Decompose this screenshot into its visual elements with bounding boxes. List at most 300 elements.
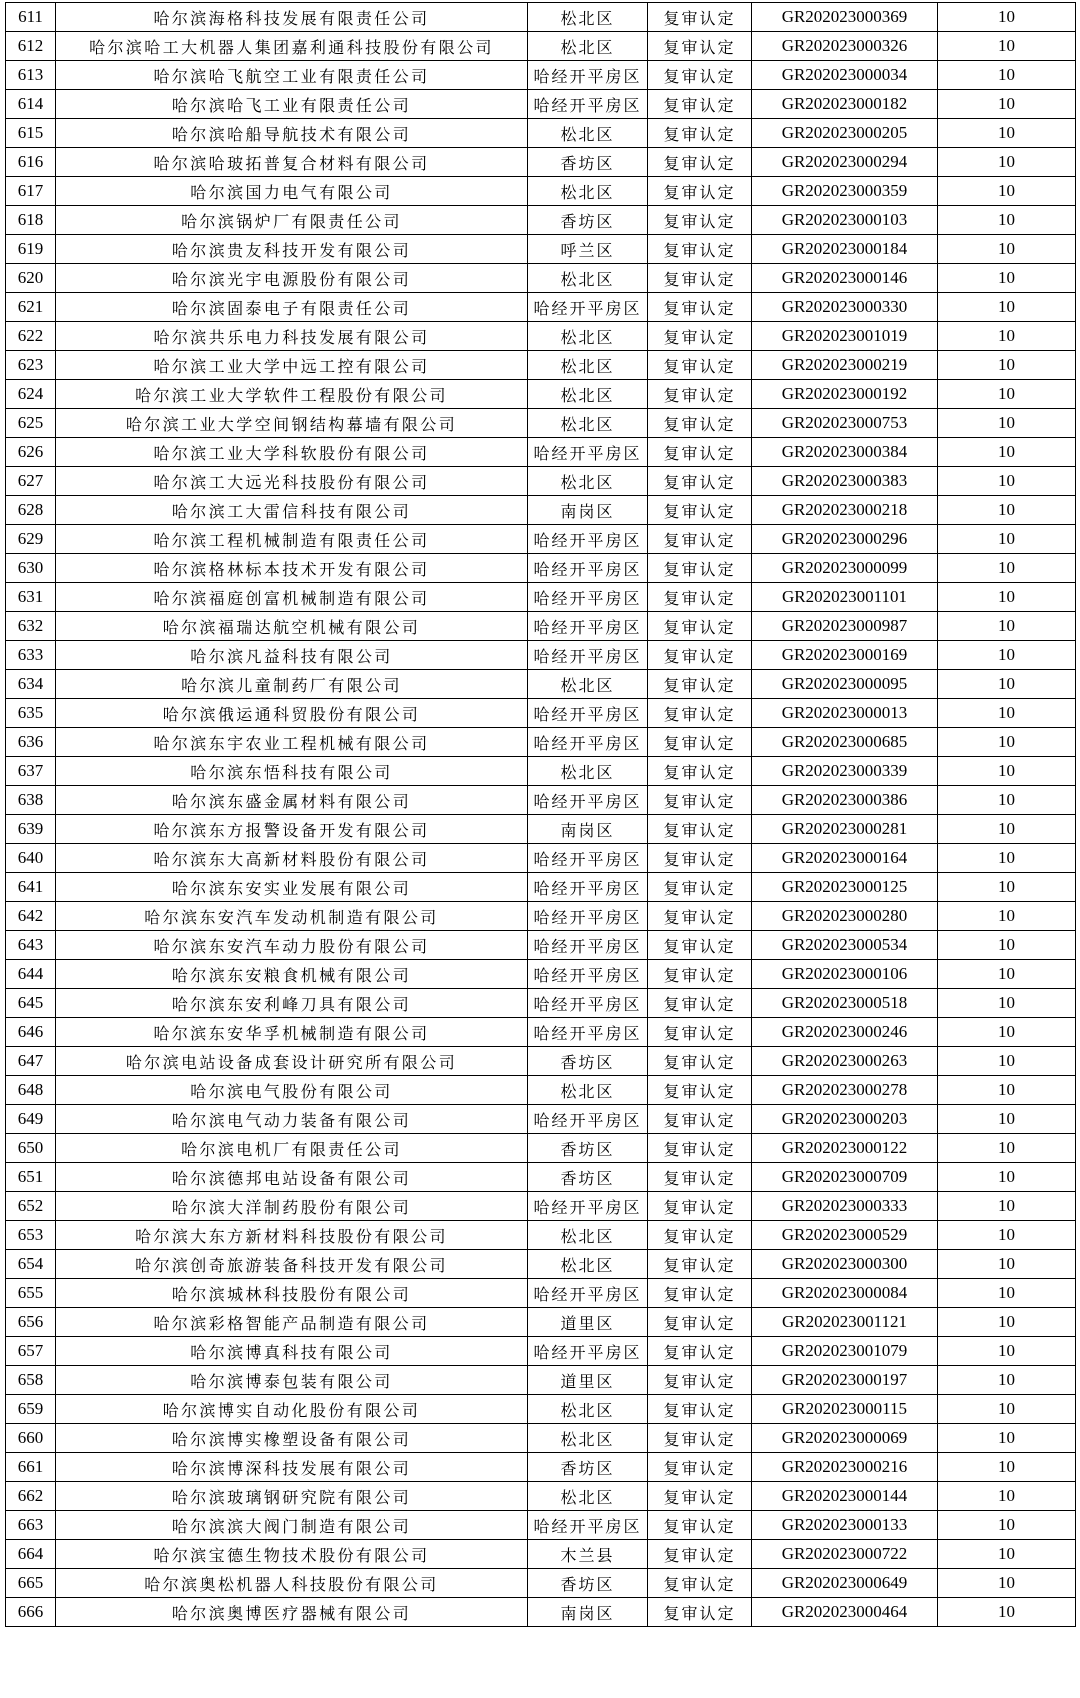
table-row bbox=[6, 815, 1076, 844]
row-number-cell: 637 bbox=[6, 757, 56, 786]
certificate-code-cell: GR202023000115 bbox=[752, 1395, 938, 1424]
company-name-cell: 哈尔滨东安汽车动力股份有限公司 bbox=[56, 931, 528, 960]
certificate-code-cell: GR202023000146 bbox=[752, 264, 938, 293]
score-cell: 10 bbox=[938, 525, 1076, 554]
row-number-cell: 664 bbox=[6, 1540, 56, 1569]
row-number-cell: 615 bbox=[6, 119, 56, 148]
certification-type-cell: 复审认定 bbox=[648, 844, 752, 873]
district-cell: 松北区 bbox=[528, 1221, 648, 1250]
company-name-cell: 哈尔滨博泰包装有限公司 bbox=[56, 1366, 528, 1395]
certificate-code-cell: GR202023000164 bbox=[752, 844, 938, 873]
row-number-cell: 665 bbox=[6, 1569, 56, 1598]
certificate-code-cell: GR202023000106 bbox=[752, 960, 938, 989]
table-row bbox=[6, 119, 1076, 148]
company-name-cell: 哈尔滨工业大学软件工程股份有限公司 bbox=[56, 380, 528, 409]
certificate-code-cell: GR202023000069 bbox=[752, 1424, 938, 1453]
certification-type-cell: 复审认定 bbox=[648, 1018, 752, 1047]
row-number-cell: 641 bbox=[6, 873, 56, 902]
company-name-cell: 哈尔滨彩格智能产品制造有限公司 bbox=[56, 1308, 528, 1337]
district-cell: 哈经开平房区 bbox=[528, 1018, 648, 1047]
table-row bbox=[6, 902, 1076, 931]
certificate-code-cell: GR202023000184 bbox=[752, 235, 938, 264]
company-name-cell: 哈尔滨东安华孚机械制造有限公司 bbox=[56, 1018, 528, 1047]
table-row bbox=[6, 960, 1076, 989]
score-cell: 10 bbox=[938, 1453, 1076, 1482]
company-name-cell: 哈尔滨固泰电子有限责任公司 bbox=[56, 293, 528, 322]
table-row bbox=[6, 1424, 1076, 1453]
district-cell: 哈经开平房区 bbox=[528, 641, 648, 670]
certification-type-cell: 复审认定 bbox=[648, 554, 752, 583]
company-name-cell: 哈尔滨哈玻拓普复合材料有限公司 bbox=[56, 148, 528, 177]
score-cell: 10 bbox=[938, 583, 1076, 612]
certificate-code-cell: GR202023000987 bbox=[752, 612, 938, 641]
score-cell: 10 bbox=[938, 757, 1076, 786]
certificate-code-cell: GR202023000709 bbox=[752, 1163, 938, 1192]
company-name-cell: 哈尔滨奥松机器人科技股份有限公司 bbox=[56, 1569, 528, 1598]
certificate-code-cell: GR202023000099 bbox=[752, 554, 938, 583]
score-cell: 10 bbox=[938, 1366, 1076, 1395]
certification-type-cell: 复审认定 bbox=[648, 3, 752, 32]
row-number-cell: 620 bbox=[6, 264, 56, 293]
certificate-code-cell: GR202023000359 bbox=[752, 177, 938, 206]
score-cell: 10 bbox=[938, 989, 1076, 1018]
company-name-cell: 哈尔滨贵友科技开发有限公司 bbox=[56, 235, 528, 264]
company-name-cell: 哈尔滨东悟科技有限公司 bbox=[56, 757, 528, 786]
district-cell: 松北区 bbox=[528, 670, 648, 699]
row-number-cell: 657 bbox=[6, 1337, 56, 1366]
company-name-cell: 哈尔滨儿童制药厂有限公司 bbox=[56, 670, 528, 699]
table-row bbox=[6, 32, 1076, 61]
company-name-cell: 哈尔滨哈飞工业有限责任公司 bbox=[56, 90, 528, 119]
certification-type-cell: 复审认定 bbox=[648, 1511, 752, 1540]
certification-type-cell: 复审认定 bbox=[648, 409, 752, 438]
district-cell: 松北区 bbox=[528, 322, 648, 351]
certification-type-cell: 复审认定 bbox=[648, 438, 752, 467]
district-cell: 松北区 bbox=[528, 3, 648, 32]
score-cell: 10 bbox=[938, 293, 1076, 322]
table-row bbox=[6, 1221, 1076, 1250]
score-cell: 10 bbox=[938, 1482, 1076, 1511]
row-number-cell: 659 bbox=[6, 1395, 56, 1424]
district-cell: 松北区 bbox=[528, 264, 648, 293]
score-cell: 10 bbox=[938, 641, 1076, 670]
certification-type-cell: 复审认定 bbox=[648, 496, 752, 525]
certificate-code-cell: GR202023000197 bbox=[752, 1366, 938, 1395]
certification-type-cell: 复审认定 bbox=[648, 322, 752, 351]
district-cell: 香坊区 bbox=[528, 1163, 648, 1192]
company-name-cell: 哈尔滨博实自动化股份有限公司 bbox=[56, 1395, 528, 1424]
table-row bbox=[6, 148, 1076, 177]
company-name-cell: 哈尔滨奥博医疗器械有限公司 bbox=[56, 1598, 528, 1627]
certification-type-cell: 复审认定 bbox=[648, 670, 752, 699]
score-cell: 10 bbox=[938, 902, 1076, 931]
certificate-code-cell: GR202023000296 bbox=[752, 525, 938, 554]
company-name-cell: 哈尔滨工大雷信科技有限公司 bbox=[56, 496, 528, 525]
certificate-code-cell: GR202023001101 bbox=[752, 583, 938, 612]
district-cell: 松北区 bbox=[528, 1482, 648, 1511]
score-cell: 10 bbox=[938, 786, 1076, 815]
certification-type-cell: 复审认定 bbox=[648, 786, 752, 815]
certification-type-cell: 复审认定 bbox=[648, 960, 752, 989]
company-name-cell: 哈尔滨大洋制药股份有限公司 bbox=[56, 1192, 528, 1221]
certificate-code-cell: GR202023000125 bbox=[752, 873, 938, 902]
certificate-code-cell: GR202023000263 bbox=[752, 1047, 938, 1076]
district-cell: 哈经开平房区 bbox=[528, 1192, 648, 1221]
district-cell: 香坊区 bbox=[528, 1453, 648, 1482]
company-name-cell: 哈尔滨东安粮食机械有限公司 bbox=[56, 960, 528, 989]
certificate-code-cell: GR202023000203 bbox=[752, 1105, 938, 1134]
score-cell: 10 bbox=[938, 873, 1076, 902]
table-row bbox=[6, 1540, 1076, 1569]
score-cell: 10 bbox=[938, 1134, 1076, 1163]
table-row bbox=[6, 467, 1076, 496]
district-cell: 香坊区 bbox=[528, 1047, 648, 1076]
table-row bbox=[6, 786, 1076, 815]
certification-type-cell: 复审认定 bbox=[648, 728, 752, 757]
certification-type-cell: 复审认定 bbox=[648, 1482, 752, 1511]
row-number-cell: 621 bbox=[6, 293, 56, 322]
certificate-code-cell: GR202023000281 bbox=[752, 815, 938, 844]
company-name-cell: 哈尔滨福瑞达航空机械有限公司 bbox=[56, 612, 528, 641]
company-name-cell: 哈尔滨博深科技发展有限公司 bbox=[56, 1453, 528, 1482]
row-number-cell: 628 bbox=[6, 496, 56, 525]
row-number-cell: 639 bbox=[6, 815, 56, 844]
row-number-cell: 666 bbox=[6, 1598, 56, 1627]
row-number-cell: 643 bbox=[6, 931, 56, 960]
certificate-code-cell: GR202023000103 bbox=[752, 206, 938, 235]
score-cell: 10 bbox=[938, 1308, 1076, 1337]
district-cell: 香坊区 bbox=[528, 206, 648, 235]
table-row bbox=[6, 90, 1076, 119]
district-cell: 松北区 bbox=[528, 467, 648, 496]
row-number-cell: 629 bbox=[6, 525, 56, 554]
certificate-code-cell: GR202023000339 bbox=[752, 757, 938, 786]
certificate-code-cell: GR202023000326 bbox=[752, 32, 938, 61]
certification-type-cell: 复审认定 bbox=[648, 757, 752, 786]
company-name-cell: 哈尔滨工业大学科软股份有限公司 bbox=[56, 438, 528, 467]
score-cell: 10 bbox=[938, 1337, 1076, 1366]
row-number-cell: 654 bbox=[6, 1250, 56, 1279]
certification-type-cell: 复审认定 bbox=[648, 815, 752, 844]
row-number-cell: 613 bbox=[6, 61, 56, 90]
district-cell: 哈经开平房区 bbox=[528, 873, 648, 902]
certification-type-cell: 复审认定 bbox=[648, 1163, 752, 1192]
certificate-code-cell: GR202023001079 bbox=[752, 1337, 938, 1366]
score-cell: 10 bbox=[938, 1221, 1076, 1250]
district-cell: 哈经开平房区 bbox=[528, 293, 648, 322]
certificate-code-cell: GR202023000133 bbox=[752, 1511, 938, 1540]
table-row bbox=[6, 3, 1076, 32]
district-cell: 哈经开平房区 bbox=[528, 1337, 648, 1366]
company-name-cell: 哈尔滨东盛金属材料有限公司 bbox=[56, 786, 528, 815]
score-cell: 10 bbox=[938, 699, 1076, 728]
table-row bbox=[6, 728, 1076, 757]
row-number-cell: 634 bbox=[6, 670, 56, 699]
company-name-cell: 哈尔滨哈飞航空工业有限责任公司 bbox=[56, 61, 528, 90]
table-row bbox=[6, 1163, 1076, 1192]
score-cell: 10 bbox=[938, 1540, 1076, 1569]
company-name-cell: 哈尔滨大东方新材料科技股份有限公司 bbox=[56, 1221, 528, 1250]
certificate-code-cell: GR202023000383 bbox=[752, 467, 938, 496]
company-name-cell: 哈尔滨共乐电力科技发展有限公司 bbox=[56, 322, 528, 351]
certification-type-cell: 复审认定 bbox=[648, 1540, 752, 1569]
company-name-cell: 哈尔滨东大高新材料股份有限公司 bbox=[56, 844, 528, 873]
row-number-cell: 663 bbox=[6, 1511, 56, 1540]
row-number-cell: 648 bbox=[6, 1076, 56, 1105]
score-cell: 10 bbox=[938, 322, 1076, 351]
score-cell: 10 bbox=[938, 670, 1076, 699]
certification-type-cell: 复审认定 bbox=[648, 206, 752, 235]
certification-type-cell: 复审认定 bbox=[648, 699, 752, 728]
district-cell: 松北区 bbox=[528, 1250, 648, 1279]
company-name-cell: 哈尔滨东宇农业工程机械有限公司 bbox=[56, 728, 528, 757]
table-row bbox=[6, 989, 1076, 1018]
certification-type-cell: 复审认定 bbox=[648, 264, 752, 293]
score-cell: 10 bbox=[938, 1395, 1076, 1424]
district-cell: 松北区 bbox=[528, 757, 648, 786]
table-row bbox=[6, 351, 1076, 380]
row-number-cell: 625 bbox=[6, 409, 56, 438]
score-cell: 10 bbox=[938, 960, 1076, 989]
table-body bbox=[6, 3, 1076, 1627]
table-row bbox=[6, 293, 1076, 322]
table-row bbox=[6, 1018, 1076, 1047]
certificate-code-cell: GR202023000122 bbox=[752, 1134, 938, 1163]
row-number-cell: 624 bbox=[6, 380, 56, 409]
certification-type-cell: 复审认定 bbox=[648, 1424, 752, 1453]
table-row bbox=[6, 264, 1076, 293]
score-cell: 10 bbox=[938, 409, 1076, 438]
table-row bbox=[6, 322, 1076, 351]
score-cell: 10 bbox=[938, 1105, 1076, 1134]
table-row bbox=[6, 757, 1076, 786]
score-cell: 10 bbox=[938, 235, 1076, 264]
certificate-code-cell: GR202023000280 bbox=[752, 902, 938, 931]
score-cell: 10 bbox=[938, 1047, 1076, 1076]
certificate-code-cell: GR202023000753 bbox=[752, 409, 938, 438]
row-number-cell: 636 bbox=[6, 728, 56, 757]
table-row bbox=[6, 1105, 1076, 1134]
score-cell: 10 bbox=[938, 264, 1076, 293]
score-cell: 10 bbox=[938, 728, 1076, 757]
district-cell: 松北区 bbox=[528, 1424, 648, 1453]
certification-type-cell: 复审认定 bbox=[648, 1192, 752, 1221]
certificate-code-cell: GR202023001019 bbox=[752, 322, 938, 351]
district-cell: 哈经开平房区 bbox=[528, 90, 648, 119]
score-cell: 10 bbox=[938, 1163, 1076, 1192]
certificate-code-cell: GR202023000084 bbox=[752, 1279, 938, 1308]
certification-type-cell: 复审认定 bbox=[648, 1250, 752, 1279]
certificate-code-cell: GR202023000182 bbox=[752, 90, 938, 119]
certification-type-cell: 复审认定 bbox=[648, 235, 752, 264]
certification-type-cell: 复审认定 bbox=[648, 1105, 752, 1134]
certification-type-cell: 复审认定 bbox=[648, 380, 752, 409]
row-number-cell: 655 bbox=[6, 1279, 56, 1308]
district-cell: 哈经开平房区 bbox=[528, 989, 648, 1018]
district-cell: 松北区 bbox=[528, 351, 648, 380]
table-row bbox=[6, 1076, 1076, 1105]
score-cell: 10 bbox=[938, 612, 1076, 641]
district-cell: 松北区 bbox=[528, 1076, 648, 1105]
certificate-code-cell: GR202023000278 bbox=[752, 1076, 938, 1105]
company-name-cell: 哈尔滨工程机械制造有限责任公司 bbox=[56, 525, 528, 554]
score-cell: 10 bbox=[938, 1424, 1076, 1453]
district-cell: 香坊区 bbox=[528, 148, 648, 177]
district-cell: 哈经开平房区 bbox=[528, 699, 648, 728]
district-cell: 哈经开平房区 bbox=[528, 902, 648, 931]
certificate-code-cell: GR202023000144 bbox=[752, 1482, 938, 1511]
certificate-code-cell: GR202023000205 bbox=[752, 119, 938, 148]
company-name-cell: 哈尔滨工大远光科技股份有限公司 bbox=[56, 467, 528, 496]
district-cell: 香坊区 bbox=[528, 1569, 648, 1598]
table-row bbox=[6, 1047, 1076, 1076]
certification-type-cell: 复审认定 bbox=[648, 931, 752, 960]
row-number-cell: 612 bbox=[6, 32, 56, 61]
table-row bbox=[6, 525, 1076, 554]
district-cell: 松北区 bbox=[528, 177, 648, 206]
company-name-cell: 哈尔滨锅炉厂有限责任公司 bbox=[56, 206, 528, 235]
table-row bbox=[6, 554, 1076, 583]
row-number-cell: 645 bbox=[6, 989, 56, 1018]
table-row bbox=[6, 1453, 1076, 1482]
row-number-cell: 644 bbox=[6, 960, 56, 989]
score-cell: 10 bbox=[938, 3, 1076, 32]
table-row bbox=[6, 1395, 1076, 1424]
company-name-cell: 哈尔滨城林科技股份有限公司 bbox=[56, 1279, 528, 1308]
row-number-cell: 622 bbox=[6, 322, 56, 351]
district-cell: 哈经开平房区 bbox=[528, 728, 648, 757]
table-row bbox=[6, 438, 1076, 467]
certification-type-cell: 复审认定 bbox=[648, 1134, 752, 1163]
certification-type-cell: 复审认定 bbox=[648, 612, 752, 641]
district-cell: 哈经开平房区 bbox=[528, 1511, 648, 1540]
district-cell: 道里区 bbox=[528, 1366, 648, 1395]
table-row bbox=[6, 641, 1076, 670]
row-number-cell: 640 bbox=[6, 844, 56, 873]
certificate-code-cell: GR202023000219 bbox=[752, 351, 938, 380]
district-cell: 哈经开平房区 bbox=[528, 438, 648, 467]
row-number-cell: 635 bbox=[6, 699, 56, 728]
table-row bbox=[6, 1511, 1076, 1540]
score-cell: 10 bbox=[938, 206, 1076, 235]
score-cell: 10 bbox=[938, 1018, 1076, 1047]
certification-type-cell: 复审认定 bbox=[648, 525, 752, 554]
district-cell: 哈经开平房区 bbox=[528, 525, 648, 554]
table-row bbox=[6, 1279, 1076, 1308]
certificate-code-cell: GR202023000013 bbox=[752, 699, 938, 728]
table-row bbox=[6, 670, 1076, 699]
district-cell: 松北区 bbox=[528, 409, 648, 438]
score-cell: 10 bbox=[938, 1250, 1076, 1279]
district-cell: 哈经开平房区 bbox=[528, 844, 648, 873]
score-cell: 10 bbox=[938, 844, 1076, 873]
table-row bbox=[6, 496, 1076, 525]
table-row bbox=[6, 1569, 1076, 1598]
row-number-cell: 630 bbox=[6, 554, 56, 583]
score-cell: 10 bbox=[938, 467, 1076, 496]
table-row bbox=[6, 235, 1076, 264]
table-row bbox=[6, 1192, 1076, 1221]
certificate-code-cell: GR202023000246 bbox=[752, 1018, 938, 1047]
table-row bbox=[6, 931, 1076, 960]
table-row bbox=[6, 1308, 1076, 1337]
certification-type-cell: 复审认定 bbox=[648, 989, 752, 1018]
company-name-cell: 哈尔滨光宇电源股份有限公司 bbox=[56, 264, 528, 293]
table-row bbox=[6, 1598, 1076, 1627]
row-number-cell: 623 bbox=[6, 351, 56, 380]
certification-type-cell: 复审认定 bbox=[648, 148, 752, 177]
company-name-cell: 哈尔滨宝德生物技术股份有限公司 bbox=[56, 1540, 528, 1569]
row-number-cell: 656 bbox=[6, 1308, 56, 1337]
certification-type-cell: 复审认定 bbox=[648, 61, 752, 90]
district-cell: 哈经开平房区 bbox=[528, 960, 648, 989]
row-number-cell: 617 bbox=[6, 177, 56, 206]
certificate-code-cell: GR202023000095 bbox=[752, 670, 938, 699]
row-number-cell: 646 bbox=[6, 1018, 56, 1047]
row-number-cell: 653 bbox=[6, 1221, 56, 1250]
company-name-cell: 哈尔滨海格科技发展有限责任公司 bbox=[56, 3, 528, 32]
certificate-code-cell: GR202023000218 bbox=[752, 496, 938, 525]
district-cell: 南岗区 bbox=[528, 815, 648, 844]
company-name-cell: 哈尔滨东安实业发展有限公司 bbox=[56, 873, 528, 902]
certificate-code-cell: GR202023000464 bbox=[752, 1598, 938, 1627]
score-cell: 10 bbox=[938, 177, 1076, 206]
score-cell: 10 bbox=[938, 1279, 1076, 1308]
company-name-cell: 哈尔滨电气股份有限公司 bbox=[56, 1076, 528, 1105]
score-cell: 10 bbox=[938, 1511, 1076, 1540]
district-cell: 哈经开平房区 bbox=[528, 1279, 648, 1308]
certificate-code-cell: GR202023000169 bbox=[752, 641, 938, 670]
district-cell: 木兰县 bbox=[528, 1540, 648, 1569]
certificate-code-cell: GR202023000534 bbox=[752, 931, 938, 960]
table-row bbox=[6, 206, 1076, 235]
company-name-cell: 哈尔滨博真科技有限公司 bbox=[56, 1337, 528, 1366]
certificate-code-cell: GR202023000192 bbox=[752, 380, 938, 409]
certification-type-cell: 复审认定 bbox=[648, 1076, 752, 1105]
company-name-cell: 哈尔滨德邦电站设备有限公司 bbox=[56, 1163, 528, 1192]
row-number-cell: 619 bbox=[6, 235, 56, 264]
score-cell: 10 bbox=[938, 1076, 1076, 1105]
table-row bbox=[6, 612, 1076, 641]
company-name-cell: 哈尔滨滨大阀门制造有限公司 bbox=[56, 1511, 528, 1540]
company-name-cell: 哈尔滨电机厂有限责任公司 bbox=[56, 1134, 528, 1163]
certificate-code-cell: GR202023000300 bbox=[752, 1250, 938, 1279]
company-name-cell: 哈尔滨电站设备成套设计研究所有限公司 bbox=[56, 1047, 528, 1076]
company-name-cell: 哈尔滨创奇旅游装备科技开发有限公司 bbox=[56, 1250, 528, 1279]
row-number-cell: 627 bbox=[6, 467, 56, 496]
certificate-code-cell: GR202023001121 bbox=[752, 1308, 938, 1337]
certification-type-cell: 复审认定 bbox=[648, 1569, 752, 1598]
table-row bbox=[6, 409, 1076, 438]
district-cell: 哈经开平房区 bbox=[528, 612, 648, 641]
score-cell: 10 bbox=[938, 119, 1076, 148]
district-cell: 哈经开平房区 bbox=[528, 554, 648, 583]
certification-type-cell: 复审认定 bbox=[648, 351, 752, 380]
score-cell: 10 bbox=[938, 815, 1076, 844]
company-name-cell: 哈尔滨东安汽车发动机制造有限公司 bbox=[56, 902, 528, 931]
row-number-cell: 651 bbox=[6, 1163, 56, 1192]
company-name-cell: 哈尔滨国力电气有限公司 bbox=[56, 177, 528, 206]
table-row bbox=[6, 1366, 1076, 1395]
certificate-code-cell: GR202023000685 bbox=[752, 728, 938, 757]
score-cell: 10 bbox=[938, 351, 1076, 380]
row-number-cell: 611 bbox=[6, 3, 56, 32]
table-row bbox=[6, 1134, 1076, 1163]
certification-type-cell: 复审认定 bbox=[648, 32, 752, 61]
company-name-cell: 哈尔滨俄运通科贸股份有限公司 bbox=[56, 699, 528, 728]
row-number-cell: 652 bbox=[6, 1192, 56, 1221]
company-table bbox=[5, 2, 1076, 1627]
